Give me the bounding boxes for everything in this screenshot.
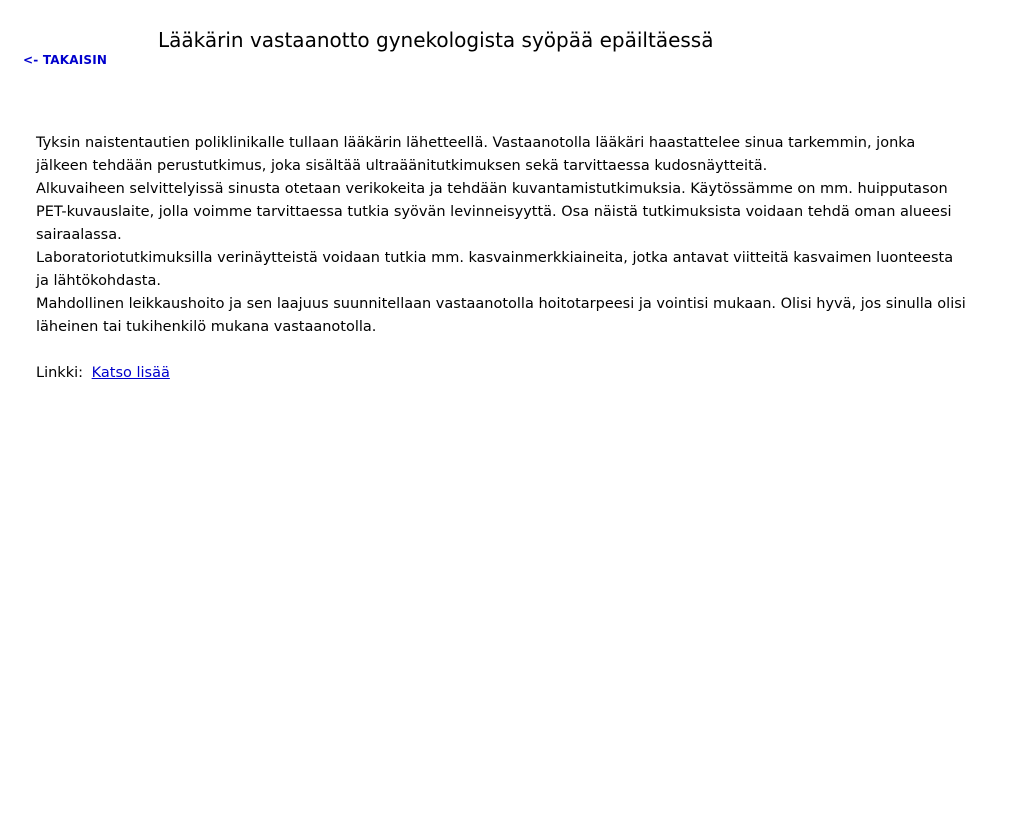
back-link[interactable]: <- TAKAISIN [23,53,108,67]
paragraph-initial-examinations: Alkuvaiheen selvittelyissä sinusta otetaan verikokeita ja tehdään kuvantamistutkimuksia. Käytössämme on mm. huipputason PET-kuvauslaite, jolla voimme tarvittaessa tutkia syövän levinneisyyttä. Osa näistä tutkimuksista voidaan tehdä oman alueesi sairaalassa. [36,181,952,243]
page-title: Lääkärin vastaanotto gynekologista syöpää epäiltäessä [158,28,714,52]
link-label: Linkki: [36,365,84,381]
paragraph-laboratory: Laboratoriotutkimuksilla verinäytteistä voidaan tutkia mm. kasvainmerkkiaineita, jotka antavat viitteitä kasvaimen luonteesta ja lähtökohdasta. [36,250,954,289]
paragraph-surgery: Mahdollinen leikkaushoito ja sen laajuus suunnitellaan vastaanotolla hoitotarpeesi ja vointisi mukaan. Olisi hyvä, jos sinulla olisi läheinen tai tukihenkilö mukana vastaanotolla. [36,296,966,335]
see-more-link[interactable]: Katso lisää [91,365,170,381]
link-row [36,362,966,385]
content-body [36,132,966,385]
paragraph-referral: Tyksin naistentautien poliklinikalle tullaan lääkärin lähetteellä. Vastaanotolla lääkäri haastattelee sinua tarkemmin, jonka jälkeen tehdään perustutkimus, joka sisältää ultraäänitutkimuksen sekä tarvittaessa kudosnäytteitä. [36,135,916,174]
